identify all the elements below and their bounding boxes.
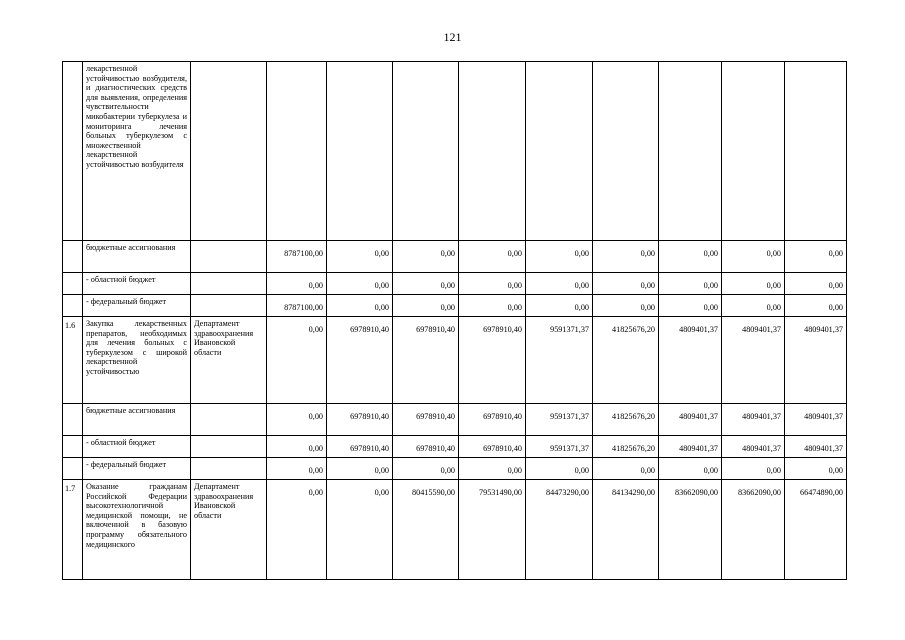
row-value: 0,00: [393, 273, 459, 295]
row-executor: Департамент здравоохранения Ивановской области: [191, 317, 267, 404]
row-description: лекарственной устойчивостью возбудителя, и диагностических средств для выявления, определения чувствительности микобактерии туберкулеза и мониторинга лечения больных туберкулезом с множественной лекарственной устойчивостью возбудителя: [83, 62, 191, 241]
row-value: 4809401,37: [722, 404, 785, 436]
row-value: 0,00: [722, 273, 785, 295]
page-number: 121: [443, 30, 462, 44]
row-value: 80415590,00: [393, 480, 459, 580]
row-description: Оказание гражданам Российской Федерации высокотехнологичной медицинской помощи, не включенной в базовую программу обязательного медицинского: [83, 480, 191, 580]
row-value: 0,00: [327, 458, 393, 480]
table-row: [63, 436, 847, 458]
row-value: 0,00: [722, 458, 785, 480]
table-row: [63, 480, 847, 580]
row-value: 0,00: [267, 317, 327, 404]
row-value: 0,00: [659, 241, 722, 273]
row-value: 0,00: [459, 273, 526, 295]
row-index: [63, 241, 83, 273]
row-index: [63, 404, 83, 436]
row-value: 6978910,40: [393, 317, 459, 404]
row-value: 6978910,40: [459, 317, 526, 404]
row-value: 84134290,00: [593, 480, 659, 580]
row-value: 4809401,37: [659, 317, 722, 404]
row-value: 6978910,40: [393, 404, 459, 436]
row-value: 0,00: [526, 273, 593, 295]
row-index: 1.6: [63, 317, 83, 404]
row-value: 79531490,00: [459, 480, 526, 580]
row-value: [327, 62, 393, 241]
table-row: [63, 273, 847, 295]
row-index: [63, 436, 83, 458]
row-value: 0,00: [659, 458, 722, 480]
row-executor: [191, 295, 267, 317]
row-value: [267, 62, 327, 241]
row-value: 0,00: [459, 295, 526, 317]
row-value: 0,00: [526, 295, 593, 317]
row-value: [393, 62, 459, 241]
row-value: 0,00: [593, 273, 659, 295]
row-value: [459, 62, 526, 241]
row-value: 0,00: [327, 273, 393, 295]
row-value: 41825676,20: [593, 436, 659, 458]
row-value: 84473290,00: [526, 480, 593, 580]
row-value: 4809401,37: [722, 317, 785, 404]
row-value: 0,00: [393, 458, 459, 480]
row-value: 0,00: [327, 241, 393, 273]
budget-table: [62, 61, 847, 580]
row-value: 41825676,20: [593, 317, 659, 404]
row-value: 41825676,20: [593, 404, 659, 436]
row-value: 83662090,00: [659, 480, 722, 580]
row-value: 0,00: [267, 273, 327, 295]
row-value: 83662090,00: [722, 480, 785, 580]
row-executor: [191, 273, 267, 295]
row-value: 6978910,40: [327, 317, 393, 404]
table-row: [63, 62, 847, 241]
row-description: - федеральный бюджет: [83, 295, 191, 317]
row-index: [63, 458, 83, 480]
row-executor: [191, 436, 267, 458]
row-value: 0,00: [267, 404, 327, 436]
row-index: [63, 62, 83, 241]
row-value: 6978910,40: [459, 404, 526, 436]
row-value: 6978910,40: [327, 404, 393, 436]
row-value: [659, 62, 722, 241]
row-value: 4809401,37: [659, 404, 722, 436]
row-value: 0,00: [659, 273, 722, 295]
row-value: 9591371,37: [526, 404, 593, 436]
row-value: 4809401,37: [785, 404, 847, 436]
row-value: 0,00: [785, 458, 847, 480]
row-description: - областной бюджет: [83, 273, 191, 295]
row-value: 0,00: [327, 295, 393, 317]
row-description: бюджетные ассигнования: [83, 241, 191, 273]
row-value: 0,00: [459, 458, 526, 480]
row-description: - областной бюджет: [83, 436, 191, 458]
row-executor: [191, 241, 267, 273]
row-value: 4809401,37: [659, 436, 722, 458]
table-row: [63, 295, 847, 317]
row-value: 0,00: [267, 458, 327, 480]
row-value: 9591371,37: [526, 436, 593, 458]
row-executor: [191, 404, 267, 436]
row-value: 0,00: [785, 295, 847, 317]
row-description: - федеральный бюджет: [83, 458, 191, 480]
row-value: 6978910,40: [459, 436, 526, 458]
row-value: 0,00: [393, 241, 459, 273]
row-value: [785, 62, 847, 241]
row-value: 0,00: [393, 295, 459, 317]
row-value: 0,00: [722, 295, 785, 317]
row-value: 0,00: [327, 480, 393, 580]
row-value: 6978910,40: [393, 436, 459, 458]
row-value: 6978910,40: [327, 436, 393, 458]
row-value: 0,00: [659, 295, 722, 317]
row-value: 0,00: [785, 241, 847, 273]
table-row: [63, 458, 847, 480]
row-executor: Департамент здравоохранения Ивановской области: [191, 480, 267, 580]
row-index: 1.7: [63, 480, 83, 580]
row-value: 66474890,00: [785, 480, 847, 580]
row-value: 0,00: [722, 241, 785, 273]
row-value: 9591371,37: [526, 317, 593, 404]
table-row: [63, 404, 847, 436]
row-value: 0,00: [593, 241, 659, 273]
row-value: 8787100,00: [267, 295, 327, 317]
row-value: 4809401,37: [722, 436, 785, 458]
table-row: [63, 241, 847, 273]
row-value: [526, 62, 593, 241]
row-value: 0,00: [526, 241, 593, 273]
row-value: 0,00: [267, 436, 327, 458]
row-executor: [191, 458, 267, 480]
row-value: 0,00: [526, 458, 593, 480]
row-value: 4809401,37: [785, 436, 847, 458]
row-executor: [191, 62, 267, 241]
row-description: бюджетные ассигнования: [83, 404, 191, 436]
row-description: Закупка лекарственных препаратов, необходимых для лечения больных с туберкулезом с широкой лекарственной устойчивостью: [83, 317, 191, 404]
row-value: 0,00: [785, 273, 847, 295]
row-value: 0,00: [593, 295, 659, 317]
row-value: 0,00: [459, 241, 526, 273]
row-value: [593, 62, 659, 241]
row-value: 0,00: [593, 458, 659, 480]
row-value: 8787100,00: [267, 241, 327, 273]
row-value: 0,00: [267, 480, 327, 580]
row-value: [722, 62, 785, 241]
table-row: [63, 317, 847, 404]
row-index: [63, 295, 83, 317]
row-value: 4809401,37: [785, 317, 847, 404]
row-index: [63, 273, 83, 295]
